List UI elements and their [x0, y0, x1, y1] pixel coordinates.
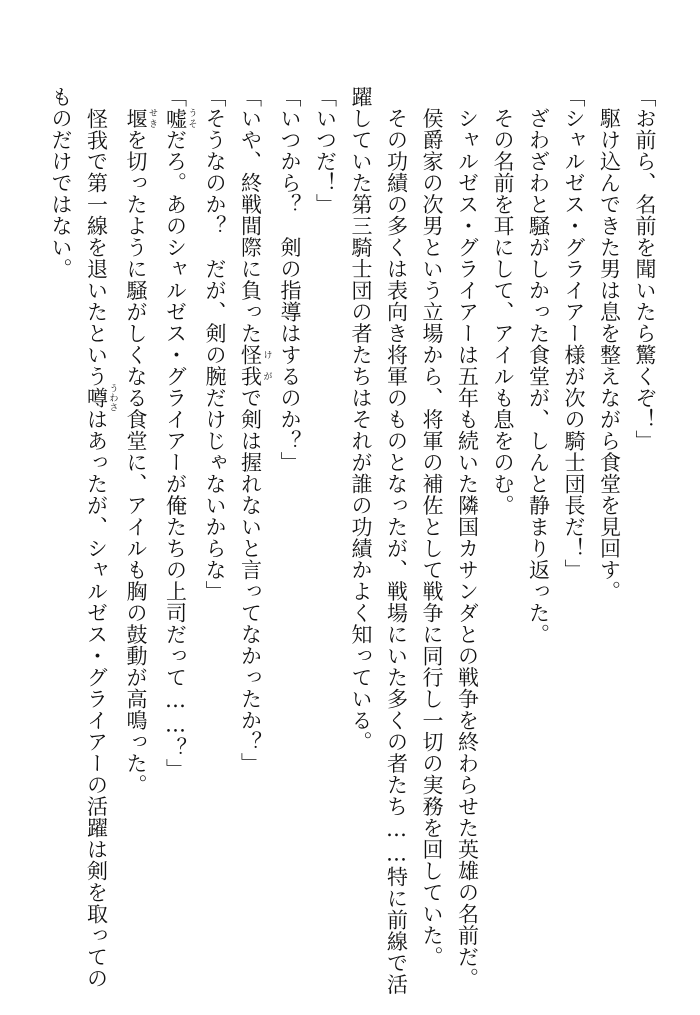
- text-line-12-end: で剣は握れないと言ってなかったか？」: [238, 387, 263, 774]
- ruby-uso-base: 嘘: [163, 107, 188, 129]
- ruby-uso-reading: うそ: [186, 107, 197, 129]
- ruby-kega-2: [85, 108, 109, 151]
- text-line-5: その名前を耳にして、アイルも息をのむ。: [491, 86, 515, 516]
- text-line-10: 「いつだ！」: [313, 86, 338, 215]
- text-line-16-indent: [85, 86, 109, 108]
- text-line-15: [118, 86, 158, 976]
- text-line-1: 「お前ら、名前を聞いたら驚くぞ！」: [633, 86, 657, 452]
- ruby-uso: [163, 107, 197, 130]
- text-line-17: ものだけではない。: [49, 86, 73, 280]
- text-line-14-end: だろ。あのシャルゼス・グライアーが俺たちの上司だって……？」: [163, 129, 188, 780]
- ruby-uwasa: [84, 383, 118, 412]
- ruby-kega-1-reading: けが: [261, 344, 272, 387]
- text-line-16: [78, 86, 118, 989]
- text-line-3: 「シャルゼス・グライアー様が次の騎士団長だ！」: [562, 86, 586, 581]
- text-line-2: 駆け込んできた男は息を整えながら食堂を見回す。: [597, 86, 622, 602]
- text-line-4: ざわざわと騒がしかった食堂が、しんと静まり返った。: [526, 86, 551, 645]
- ruby-kega-2-base: 怪我: [84, 107, 109, 151]
- text-line-12: [232, 86, 272, 976]
- ruby-uwasa-reading: うわさ: [107, 383, 118, 412]
- text-line-15-indent: [124, 86, 148, 108]
- text-line-14-start: 「: [163, 86, 188, 108]
- text-line-6: シャルゼス・グライアーは五年も続いた隣国カサンダとの戦争を終わらせた英雄の名前だ。: [455, 86, 480, 989]
- ruby-kega-1: [238, 344, 272, 387]
- text-line-15-end: を切ったように騒がしくなる食堂に、アイルも胸の鼓動が高鳴った。: [124, 129, 148, 796]
- text-line-16-mid: で第一線を退いたという: [84, 150, 109, 387]
- text-line-8: その功績の多くは表向き将軍のものとなったが、戦場にいた多くの者たち……特に前線で活: [384, 86, 409, 995]
- text-line-14: [157, 86, 197, 976]
- ruby-seki-reading: せき: [147, 107, 157, 129]
- text-line-13: 「そうなのか？ だが、剣の腕だけじゃないからな」: [203, 86, 227, 602]
- ruby-kega-1-base: 怪我: [238, 344, 263, 387]
- ruby-seki-base: 堰: [124, 107, 148, 129]
- vertical-text-body: [43, 86, 663, 995]
- ruby-uwasa-base: 噂: [84, 383, 109, 412]
- text-line-7: 侯爵家の次男という立場から、将軍の補佐として戦争に同行し一切の実務を回していた。: [420, 86, 444, 968]
- ruby-seki: [124, 107, 157, 130]
- text-line-9: 躍していた第三騎士団の者たちはそれが誰の功績かよく知っている。: [349, 86, 373, 753]
- text-line-12-start: 「いや、終戦間際に負った: [238, 86, 263, 344]
- text-line-11: 「いつから？ 剣の指導はするのか？」: [278, 86, 302, 473]
- text-line-16-end: はあったが、シャルゼス・グライアーの活躍は剣を取っての: [84, 408, 109, 989]
